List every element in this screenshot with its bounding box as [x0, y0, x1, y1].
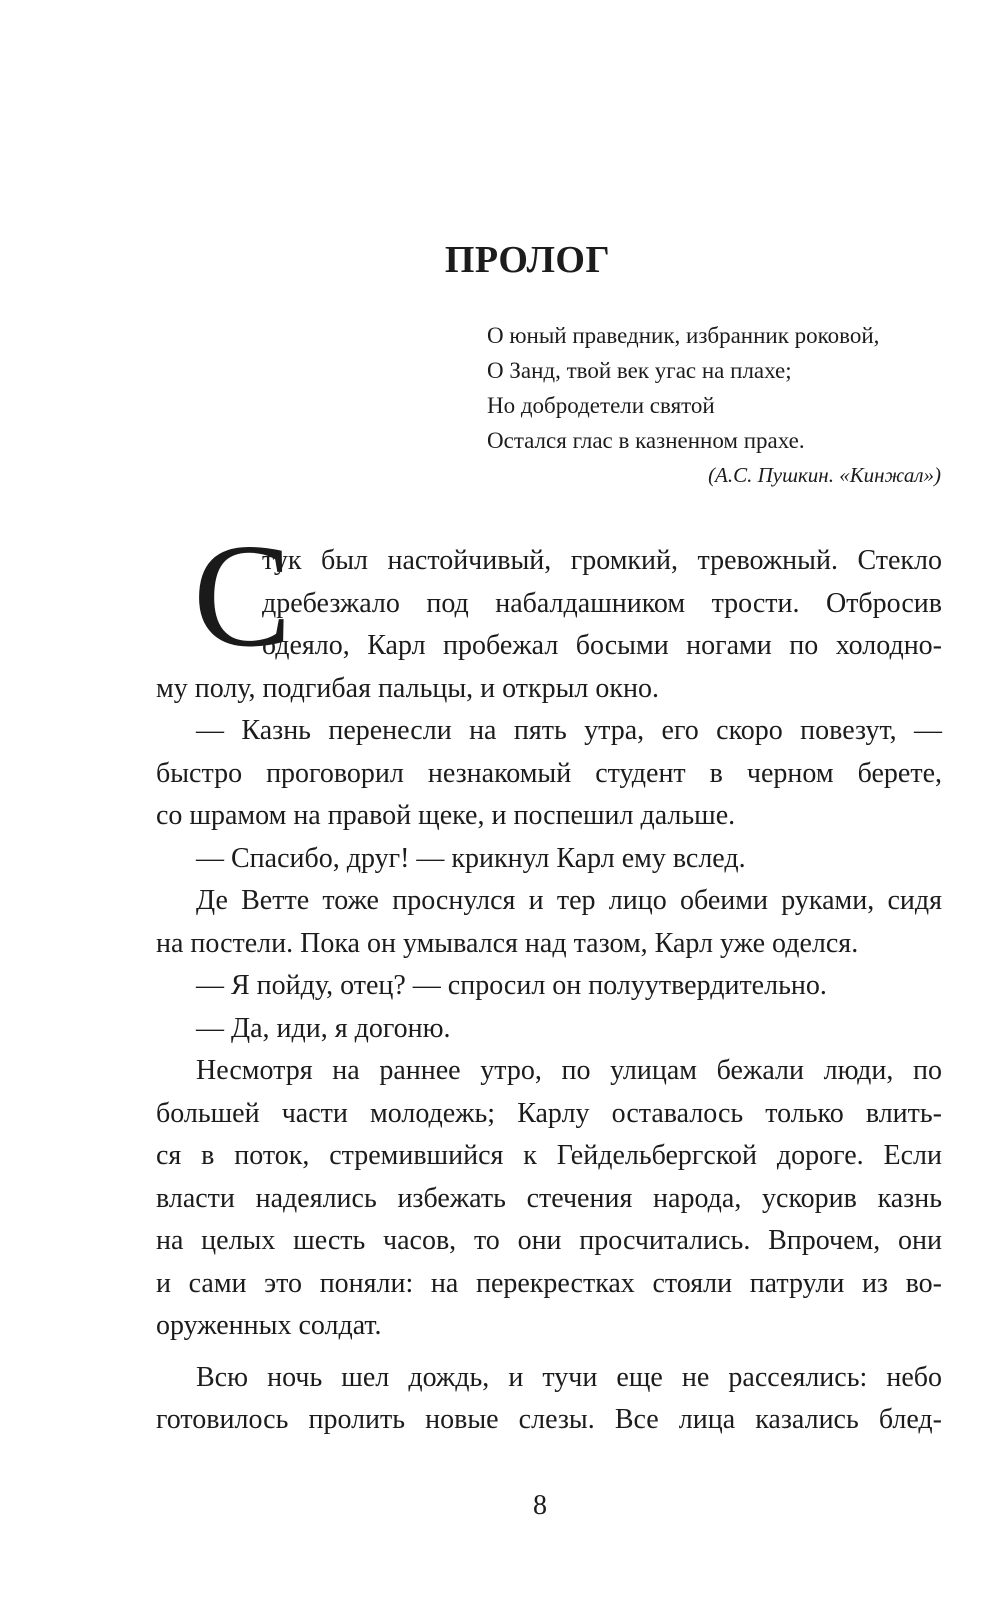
- epigraph-source: (А.С. Пушкин. «Кинжал»): [708, 463, 941, 487]
- epigraph-line: О Занд, твой век угас на плахе;: [487, 358, 792, 383]
- epigraph-line: Но добродетели святой: [487, 393, 715, 418]
- text-line: большей части молодежь; Карлу оставалось только влить-: [156, 1097, 942, 1129]
- text-line: быстро проговорил незнакомый студент в черном берете,: [156, 757, 942, 789]
- text-line: — Спасибо, друг! — крикнул Карл ему вслед.: [196, 842, 746, 874]
- text-line: Де Ветте тоже проснулся и тер лицо обеими руками, сидя: [196, 885, 942, 916]
- text-line: тук был настойчивый, громкий, тревожный. Стекло: [262, 545, 942, 576]
- text-line: ся в поток, стремившийся к Гейдельбергской дороге. Если: [156, 1140, 942, 1171]
- page-number: 8: [533, 1490, 547, 1521]
- epigraph-line: О юный праведник, избранник роковой,: [487, 323, 880, 348]
- text-line: — Я пойду, отец? — спросил он полуутвердительно.: [196, 970, 827, 1001]
- chapter-title: ПРОЛОГ: [444, 239, 611, 281]
- body-text: [156, 540, 942, 1442]
- text-line: оруженных солдат.: [156, 1310, 382, 1341]
- text-line: на постели. Пока он умывался над тазом, Карл уже оделся.: [156, 927, 859, 959]
- text-line: — Казнь перенесли на пять утра, его скоро повезут, —: [196, 715, 942, 746]
- drop-cap: С: [193, 514, 292, 678]
- text-line: Всю ночь шел дождь, и тучи еще не рассеялись: небо: [196, 1361, 942, 1393]
- text-line: власти надеялись избежать стечения народа, ускорив казнь: [156, 1182, 942, 1214]
- text-line: и сами это поняли: на перекрестках стояли патрули из во-: [156, 1267, 942, 1299]
- text-line: со шрамом на правой щеке, и поспешил дальше.: [156, 800, 736, 831]
- epigraph-line: Остался глас в казненном прахе.: [487, 428, 805, 453]
- text-line: готовилось пролить новые слезы. Все лица казались блед-: [156, 1404, 942, 1435]
- text-line: — Да, иди, я догоню.: [196, 1012, 451, 1044]
- text-line: дребезжало под набалдашником трости. Отбросив: [262, 587, 942, 619]
- text-line: одеяло, Карл пробежал босыми ногами по холодно-: [262, 630, 942, 661]
- epigraph: [487, 318, 947, 493]
- text-line: на целых шесть часов, то они просчитались. Впрочем, они: [156, 1225, 942, 1256]
- text-line: Несмотря на раннее утро, по улицам бежали люди, по: [196, 1055, 942, 1086]
- text-line: му полу, подгибая пальцы, и открыл окно.: [156, 672, 659, 704]
- paragraph-gap: [156, 1348, 942, 1357]
